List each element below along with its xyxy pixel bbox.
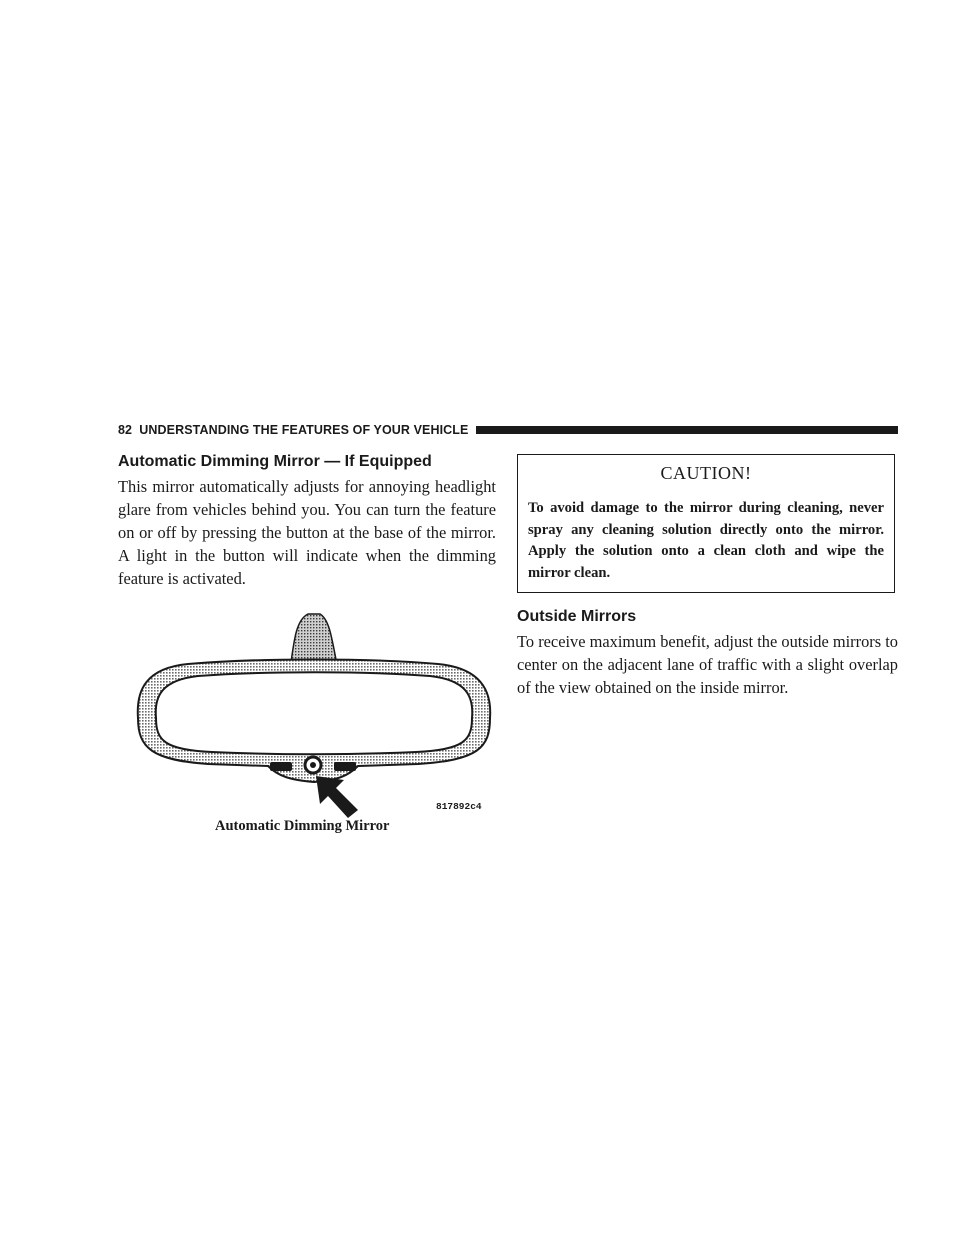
caution-box <box>517 454 895 593</box>
left-column <box>118 451 496 835</box>
caution-title: CAUTION! <box>660 463 752 483</box>
chapter-title: UNDERSTANDING THE FEATURES OF YOUR VEHICLE <box>139 423 469 437</box>
header-rule <box>476 426 898 434</box>
mirror-figure <box>118 600 518 840</box>
figure-code: 817892c4 <box>436 801 482 812</box>
page-header <box>118 420 898 440</box>
right-column <box>517 451 898 699</box>
outside-mirrors-paragraph: To receive maximum benefit, adjust the outside mirrors to center on the adjacent lane of traffic with a slight overlap of the view obtained on the inside mirror. <box>517 632 898 697</box>
page-number: 82 <box>118 423 133 437</box>
section-heading-dimming-mirror: Automatic Dimming Mirror — If Equipped <box>118 453 432 470</box>
figure-caption: Automatic Dimming Mirror <box>215 818 390 834</box>
section-heading-outside-mirrors: Outside Mirrors <box>517 608 637 625</box>
running-header <box>118 423 468 437</box>
caution-text: To avoid damage to the mirror during cleaning, never spray any cleaning solution directly onto the mirror. Apply the solution onto a clean cloth and wipe the mirror clean. <box>528 500 884 581</box>
dimming-mirror-paragraph: This mirror automatically adjusts for annoying headlight glare from vehicles behind you. You can turn the feature on or off by pressing the button at the base of the mirror. A light in the button will indicate when the dimming feature is activated. <box>118 477 496 588</box>
